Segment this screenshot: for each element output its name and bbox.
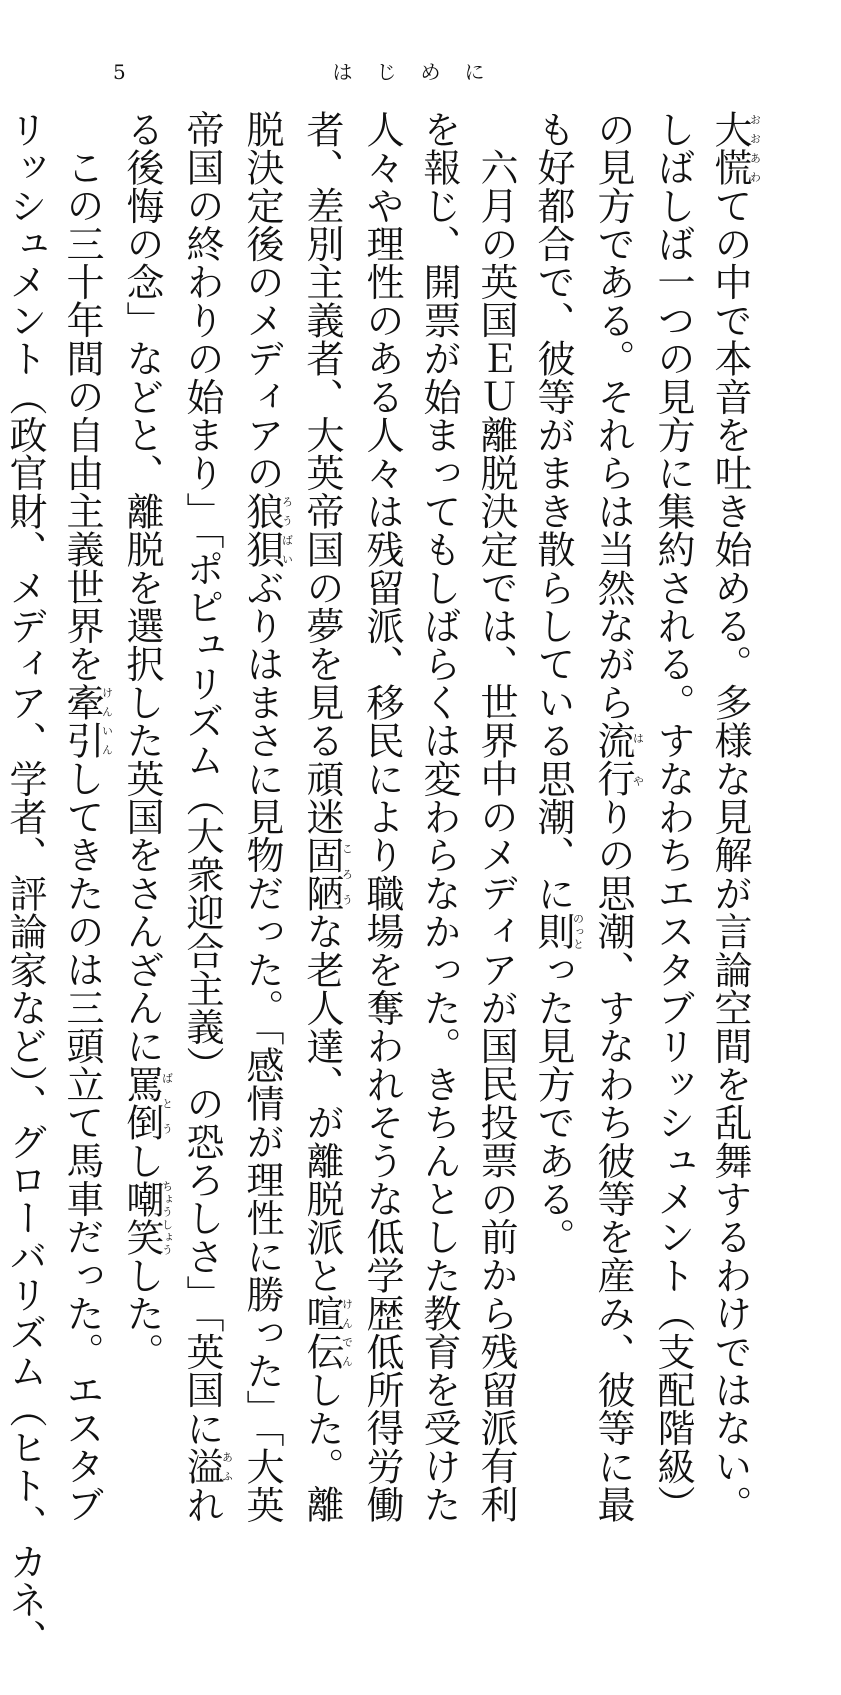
body-text: [3, 110, 762, 1658]
text-column-9: 脱決定後のメディアの狼狽ろうばいぶりはまさに見物だった。「感情が理性に勝った」「大英: [240, 110, 294, 1524]
text-column-1: 大慌おおあわての中で本音を吐き始める。多様な見解が言論空間を乱舞するわけではない。: [708, 110, 762, 1524]
text-column-2: しばしば一つの見方に集約される。すなわちエスタブリッシュメント（支配階級）: [651, 110, 695, 1524]
furigana: 罵倒ばとう: [120, 1065, 174, 1142]
furigana: 溢あふ: [180, 1447, 234, 1486]
furigana: 喧伝けんでん: [300, 1294, 354, 1371]
running-title: はじめに: [332, 60, 509, 84]
furigana: 流行はや: [591, 721, 645, 798]
text-column-10: 帝国の終わりの始まり」「ポピュリズム（大衆迎合主義）の恐ろしさ」「英国に溢あふれ: [180, 110, 234, 1524]
text-column-8: 者、差別主義者、大英帝国の夢を見る頑迷固陋ころうな老人達、が離脱派と喧伝けんでんした。離: [300, 110, 354, 1524]
text-column-12: この三十年間の自由主義世界を牽引けんいんしてきたのは三頭立て馬車だった。エスタブ: [60, 148, 114, 1524]
text-column-5: 六月の英国ＥＵ離脱決定では、世界中のメディアが国民投票の前から残留派有利: [474, 148, 518, 1524]
text-column-6: を報じ、開票が始まってもしばらくは変わらなかった。きちんとした教育を受けた: [417, 110, 461, 1524]
furigana: 狼狽ろうばい: [240, 492, 294, 569]
text-column-11: る後悔の念」などと、離脱を選択した英国をさんざんに罵倒ばとうし嘲笑ちょうしょうした。: [120, 110, 174, 1371]
furigana: 嘲笑ちょうしょう: [120, 1179, 174, 1257]
page-number: 5: [113, 60, 126, 84]
text-column-3: の見方である。それらは当然ながら流行はやりの思潮、すなわち彼等を産み、彼等に最: [591, 110, 645, 1524]
text-column-7: 人々や理性のある人々は残留派、移民により職場を奪われそうな低学歴低所得労働: [360, 110, 404, 1524]
furigana: 固陋ころう: [300, 835, 354, 913]
text-column-4: も好都合で、彼等がまき散らしている思潮、に則のっとった見方である。: [531, 110, 585, 1257]
furigana: 則のっと: [531, 912, 585, 951]
furigana: 大慌おおあわ: [708, 110, 762, 187]
furigana: 牽引けんいん: [60, 682, 114, 760]
text-column-13: リッシュメント（政官財、メディア、学者、評論家など）、グローバリズム（ヒト、カネ、: [3, 110, 47, 1658]
